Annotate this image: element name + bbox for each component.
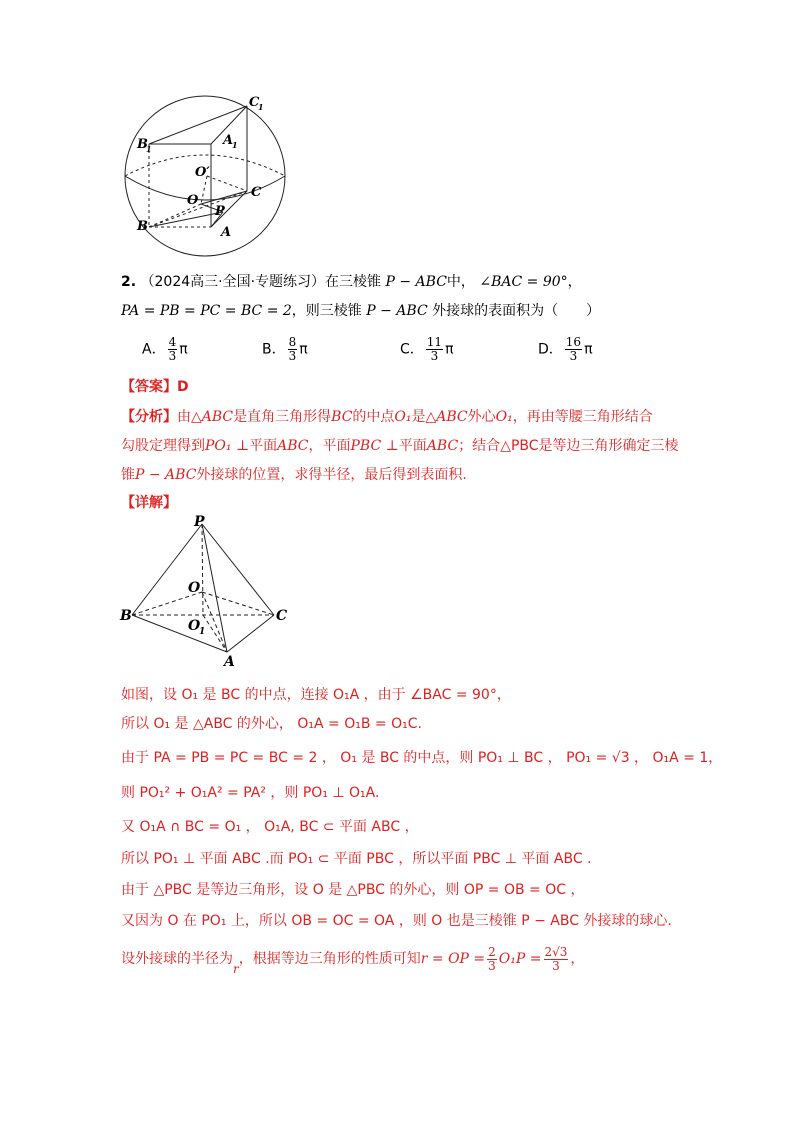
problem-line-2: PA = PB = PC = BC = 2，则三棱锥 P − ABC 外接球的表面积为（ ）	[121, 303, 601, 319]
svg-text:1: 1	[232, 140, 238, 150]
label-p: P	[215, 204, 225, 219]
solution-line-4: 则 PO₁² + O₁A² = PA² ，则 PO₁ ⊥ O₁A.	[121, 785, 380, 801]
label-o1: O	[188, 618, 201, 634]
option-a[interactable]: A． $\frac{4}{3}$ π	[142, 335, 188, 363]
tetrahedron-figure	[118, 512, 298, 672]
option-c[interactable]: C． $\frac{11}{3}$ π	[400, 335, 454, 363]
solution-line-6: 所以 PO₁ ⊥ 平面 ABC .而 PO₁ ⊂ 平面 PBC ，所以平面 PBC ⊥ 平面 ABC .	[121, 851, 592, 867]
option-b[interactable]: B． $\frac{8}{3}$ π	[262, 335, 308, 363]
detail-tag-line	[121, 493, 177, 513]
label-b: B	[137, 219, 148, 234]
label-a: A	[221, 225, 232, 240]
answer-tag: 【答案】	[121, 379, 177, 395]
svg-text:1: 1	[258, 102, 264, 112]
label-p2: P	[194, 514, 205, 530]
label-a2: A	[224, 654, 235, 670]
answer-line	[121, 377, 189, 397]
svg-text:1: 1	[199, 627, 206, 637]
label-b2: B	[120, 608, 132, 624]
label-c1: C	[249, 95, 260, 110]
label-o: O	[187, 193, 199, 208]
label-a1: A	[223, 133, 234, 148]
problem-line-1: 2. （2024高三·全国·专题练习）在三棱锥 P − ABC中， ∠BAC = 90°，	[121, 274, 582, 290]
option-d[interactable]: D． $\frac{16}{3}$ π	[538, 335, 593, 363]
solution-line-1: 如图，设 O₁ 是 BC 的中点，连接 O₁A ，由于 ∠BAC = 90°，	[121, 687, 511, 703]
svg-text:1: 1	[146, 144, 152, 154]
solution-line-9: 设外接球的半径为r，根据等边三角形的性质可知r = OP = $\frac{2}{3}$ O₁P = $\frac{2√3}{3}$ ，	[121, 944, 585, 976]
label-oprime: O′	[195, 165, 210, 180]
solution-line-2: 所以 O₁ 是 △ABC 的外心， O₁A = O₁B = O₁C.	[121, 716, 422, 732]
answer-value: D	[177, 379, 189, 395]
analysis-line-3: 锥P − ABC外接球的位置，求得半径，最后得到表面积.	[121, 467, 467, 483]
sphere-prism-figure	[115, 92, 295, 262]
label-c: C	[251, 185, 262, 200]
label-b1: B	[137, 137, 148, 152]
label-o2: O	[188, 580, 201, 596]
problem-source: （2024高三·全国·专题练习）	[140, 274, 326, 290]
detail-tag: 【详解】	[121, 495, 177, 511]
solution-line-3: 由于 PA = PB = PC = BC = 2 ， O₁ 是 BC 的中点，则 PO₁ ⊥ BC ， PO₁ = √3 ， O₁A = 1，	[121, 750, 723, 766]
analysis-line-1: 【分析】由△ABC是直角三角形得BC的中点O₁是△ABC外心O₁，再由等腰三角形结合	[121, 409, 653, 425]
solution-line-7: 由于 △PBC 是等边三角形，设 O 是 △PBC 的外心，则 OP = OB = OC ，	[121, 882, 585, 898]
solution-line-8: 又因为 O 在 PO₁ 上，所以 OB = OC = OA ，则 O 也是三棱锥 P − ABC 外接球的球心.	[121, 913, 672, 929]
solution-line-5: 又 O₁A ∩ BC = O₁ ， O₁A, BC ⊂ 平面 ABC ，	[121, 819, 419, 835]
analysis-line-2: 勾股定理得到PO₁ ⊥平面ABC，平面PBC ⊥平面ABC；结合△PBC是等边三角形确定三棱	[121, 438, 679, 454]
label-c2: C	[276, 608, 288, 624]
